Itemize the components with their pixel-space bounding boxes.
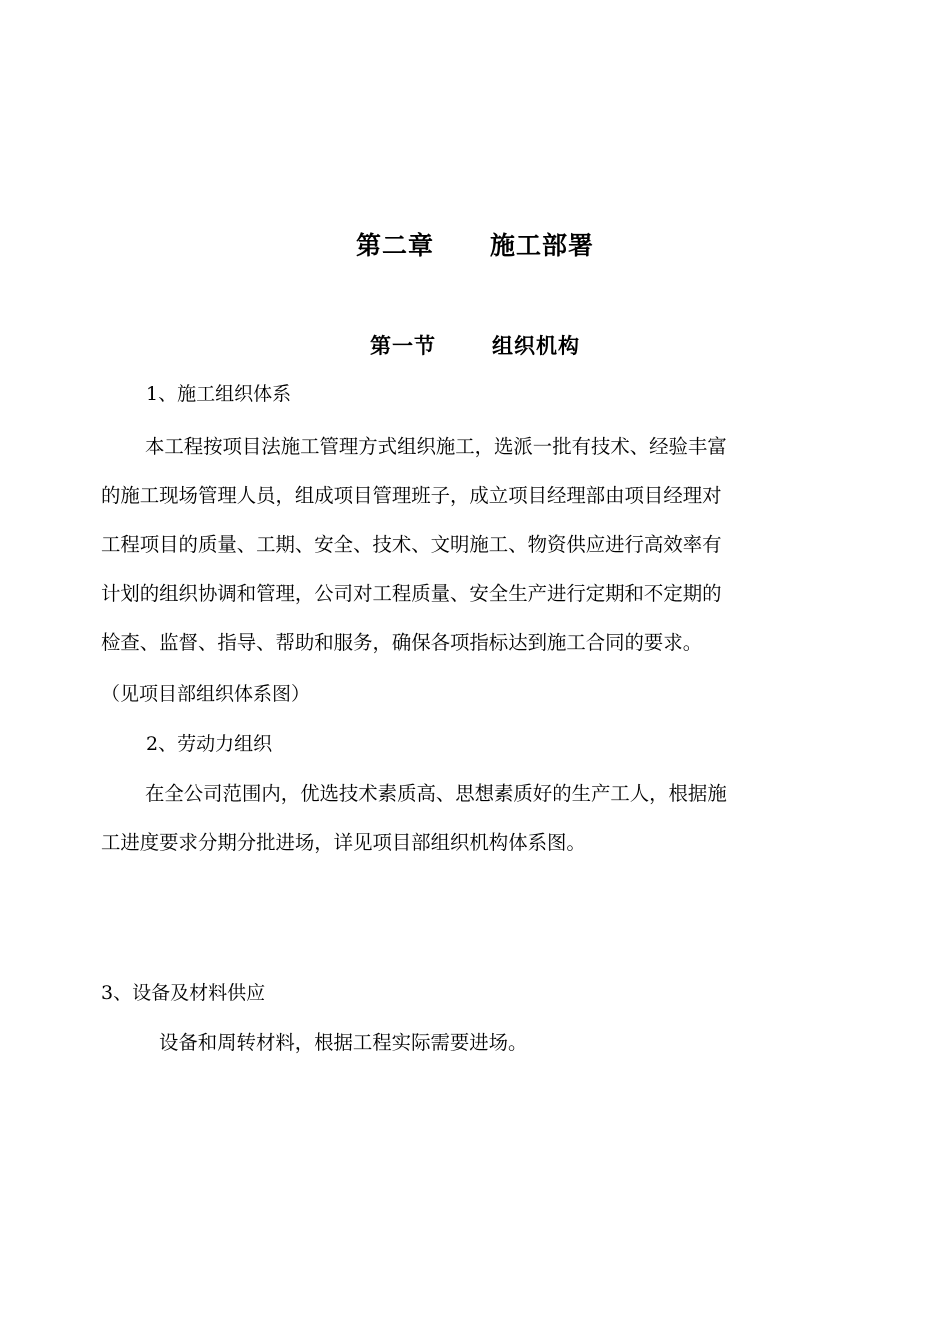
paragraph-line: 工程项目的质量、工期、安全、技术、文明施工、物资供应进行高效率有 bbox=[101, 533, 722, 556]
paragraph-organization-system bbox=[101, 422, 836, 667]
section-number: 第一节 bbox=[370, 333, 436, 358]
heading-labor-organization: 2、劳动力组织 bbox=[146, 733, 273, 755]
paragraph-line: 计划的组织协调和管理，公司对工程质量、安全生产进行定期和不定期的 bbox=[101, 582, 722, 605]
chapter-number: 第二章 bbox=[355, 231, 434, 260]
paragraph-line: 本工程按项目法施工管理方式组织施工，选派一批有技术、经验丰富 bbox=[145, 435, 727, 458]
section-title bbox=[0, 328, 950, 364]
paragraph-labor-organization bbox=[101, 769, 836, 867]
chapter-name: 施工部署 bbox=[490, 231, 595, 260]
chapter-title bbox=[0, 226, 950, 266]
paragraph-equipment-supply: 设备和周转材料，根据工程实际需要进场。 bbox=[159, 1031, 528, 1054]
paragraph-line: 工进度要求分期分批进场，详见项目部组织机构体系图。 bbox=[101, 831, 586, 854]
section-name: 组织机构 bbox=[492, 333, 580, 358]
paragraph-line: 检查、监督、指导、帮助和服务，确保各项指标达到施工合同的要求。 bbox=[101, 631, 703, 654]
paragraph-line: 的施工现场管理人员，组成项目管理班子，成立项目经理部由项目经理对 bbox=[101, 484, 722, 507]
figure-reference-note: （见项目部组织体系图） bbox=[101, 683, 311, 705]
paragraph-line: 在全公司范围内，优选技术素质高、思想素质好的生产工人，根据施 bbox=[145, 782, 727, 805]
heading-equipment-supply: 3、设备及材料供应 bbox=[101, 982, 266, 1004]
heading-organization-system: 1、施工组织体系 bbox=[146, 383, 292, 405]
